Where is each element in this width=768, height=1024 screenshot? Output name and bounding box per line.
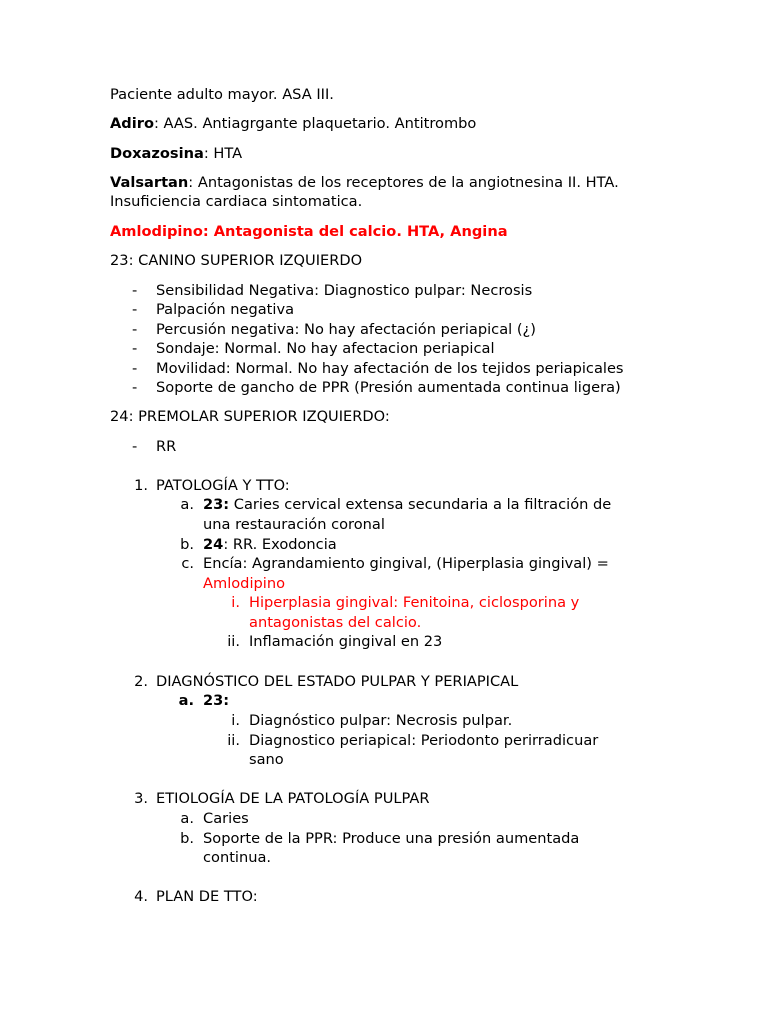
list-item: Hiperplasia gingival: Fenitoina, ciclosporina y: [249, 594, 580, 611]
bullet-dash: -: [132, 321, 138, 338]
section-number: 4.: [134, 888, 148, 905]
list-item: 23:: [203, 692, 230, 709]
list-item-cont: continua.: [203, 849, 272, 866]
bullet-dash: -: [132, 282, 138, 299]
list-item: Encía: Agrandamiento gingival, (Hiperplasia gingival) =: [203, 555, 609, 572]
amlodipino-line: Amlodipino: Antagonista del calcio. HTA, Angina: [110, 223, 508, 240]
drug-desc: : Antagonistas de los receptores de la angiotnesina II. HTA.: [188, 174, 619, 191]
list-item: [203, 495, 611, 515]
drug-name: Valsartan: [110, 174, 189, 191]
drug-valsartan-cont: Insuficiencia cardiaca sintomatica.: [110, 193, 363, 210]
list-item: Inflamación gingival en 23: [249, 633, 443, 650]
drug-name: Doxazosina: [110, 145, 204, 162]
section-number: 1.: [134, 477, 148, 494]
list-item: RR: [156, 438, 177, 455]
list-item: Soporte de gancho de PPR (Presión aumentada continua ligera): [156, 379, 621, 396]
section-number: 2.: [134, 673, 148, 690]
tooth24-heading: 24: PREMOLAR SUPERIOR IZQUIERDO:: [110, 408, 390, 425]
bold-label: 24: [203, 536, 224, 553]
list-item-cont: Amlodipino: [203, 575, 285, 592]
section-title: PATOLOGÍA Y TTO:: [156, 477, 290, 494]
list-marker: b.: [180, 536, 194, 553]
bullet-dash: -: [132, 360, 138, 377]
list-marker: i.: [231, 712, 240, 729]
list-item: Percusión negativa: No hay afectación periapical (¿): [156, 321, 536, 338]
item-text: : RR. Exodoncia: [223, 536, 337, 553]
list-item: Caries: [203, 810, 249, 827]
bullet-dash: -: [132, 438, 138, 455]
list-marker: a.: [178, 692, 194, 709]
list-item-cont: sano: [249, 751, 284, 768]
list-item: Sondaje: Normal. No hay afectacion periapical: [156, 340, 495, 357]
section-title: DIAGNÓSTICO DEL ESTADO PULPAR Y PERIAPICAL: [156, 673, 519, 690]
list-marker: ii.: [227, 633, 240, 650]
list-item: Diagnóstico pulpar: Necrosis pulpar.: [249, 712, 513, 729]
intro-line: Paciente adulto mayor. ASA III.: [110, 86, 334, 103]
drug-name: Adiro: [110, 115, 154, 132]
section-number: 3.: [134, 790, 148, 807]
bullet-dash: -: [132, 340, 138, 357]
list-item: Sensibilidad Negativa: Diagnostico pulpar: Necrosis: [156, 282, 533, 299]
list-item-cont: una restauración coronal: [203, 516, 385, 533]
list-marker: a.: [180, 496, 194, 513]
item-text: Caries cervical extensa secundaria a la filtración de: [229, 496, 612, 513]
list-marker: a.: [180, 810, 194, 827]
bullet-dash: -: [132, 379, 138, 396]
list-marker: ii.: [227, 732, 240, 749]
section-title: ETIOLOGÍA DE LA PATOLOGÍA PULPAR: [156, 790, 430, 807]
list-marker: i.: [231, 594, 240, 611]
drug-valsartan: [110, 173, 619, 193]
list-item: Soporte de la PPR: Produce una presión aumentada: [203, 830, 580, 847]
drug-desc: : AAS. Antiagrgante plaquetario. Antitrombo: [153, 115, 477, 132]
bold-label: 23:: [203, 496, 230, 513]
list-item: [203, 535, 337, 555]
drug-desc: : HTA: [203, 145, 243, 162]
tooth23-heading: 23: CANINO SUPERIOR IZQUIERDO: [110, 252, 363, 269]
drug-adiro: [110, 114, 476, 134]
section-title: PLAN DE TTO:: [156, 888, 258, 905]
list-item: Palpación negativa: [156, 301, 295, 318]
drug-doxazosina: [110, 144, 242, 164]
list-marker: b.: [180, 830, 194, 847]
list-item-cont: antagonistas del calcio.: [249, 614, 422, 631]
list-marker: c.: [181, 555, 194, 572]
list-item: Diagnostico periapical: Periodonto perirradicuar: [249, 732, 599, 749]
list-item: Movilidad: Normal. No hay afectación de los tejidos periapicales: [156, 360, 624, 377]
bullet-dash: -: [132, 301, 138, 318]
